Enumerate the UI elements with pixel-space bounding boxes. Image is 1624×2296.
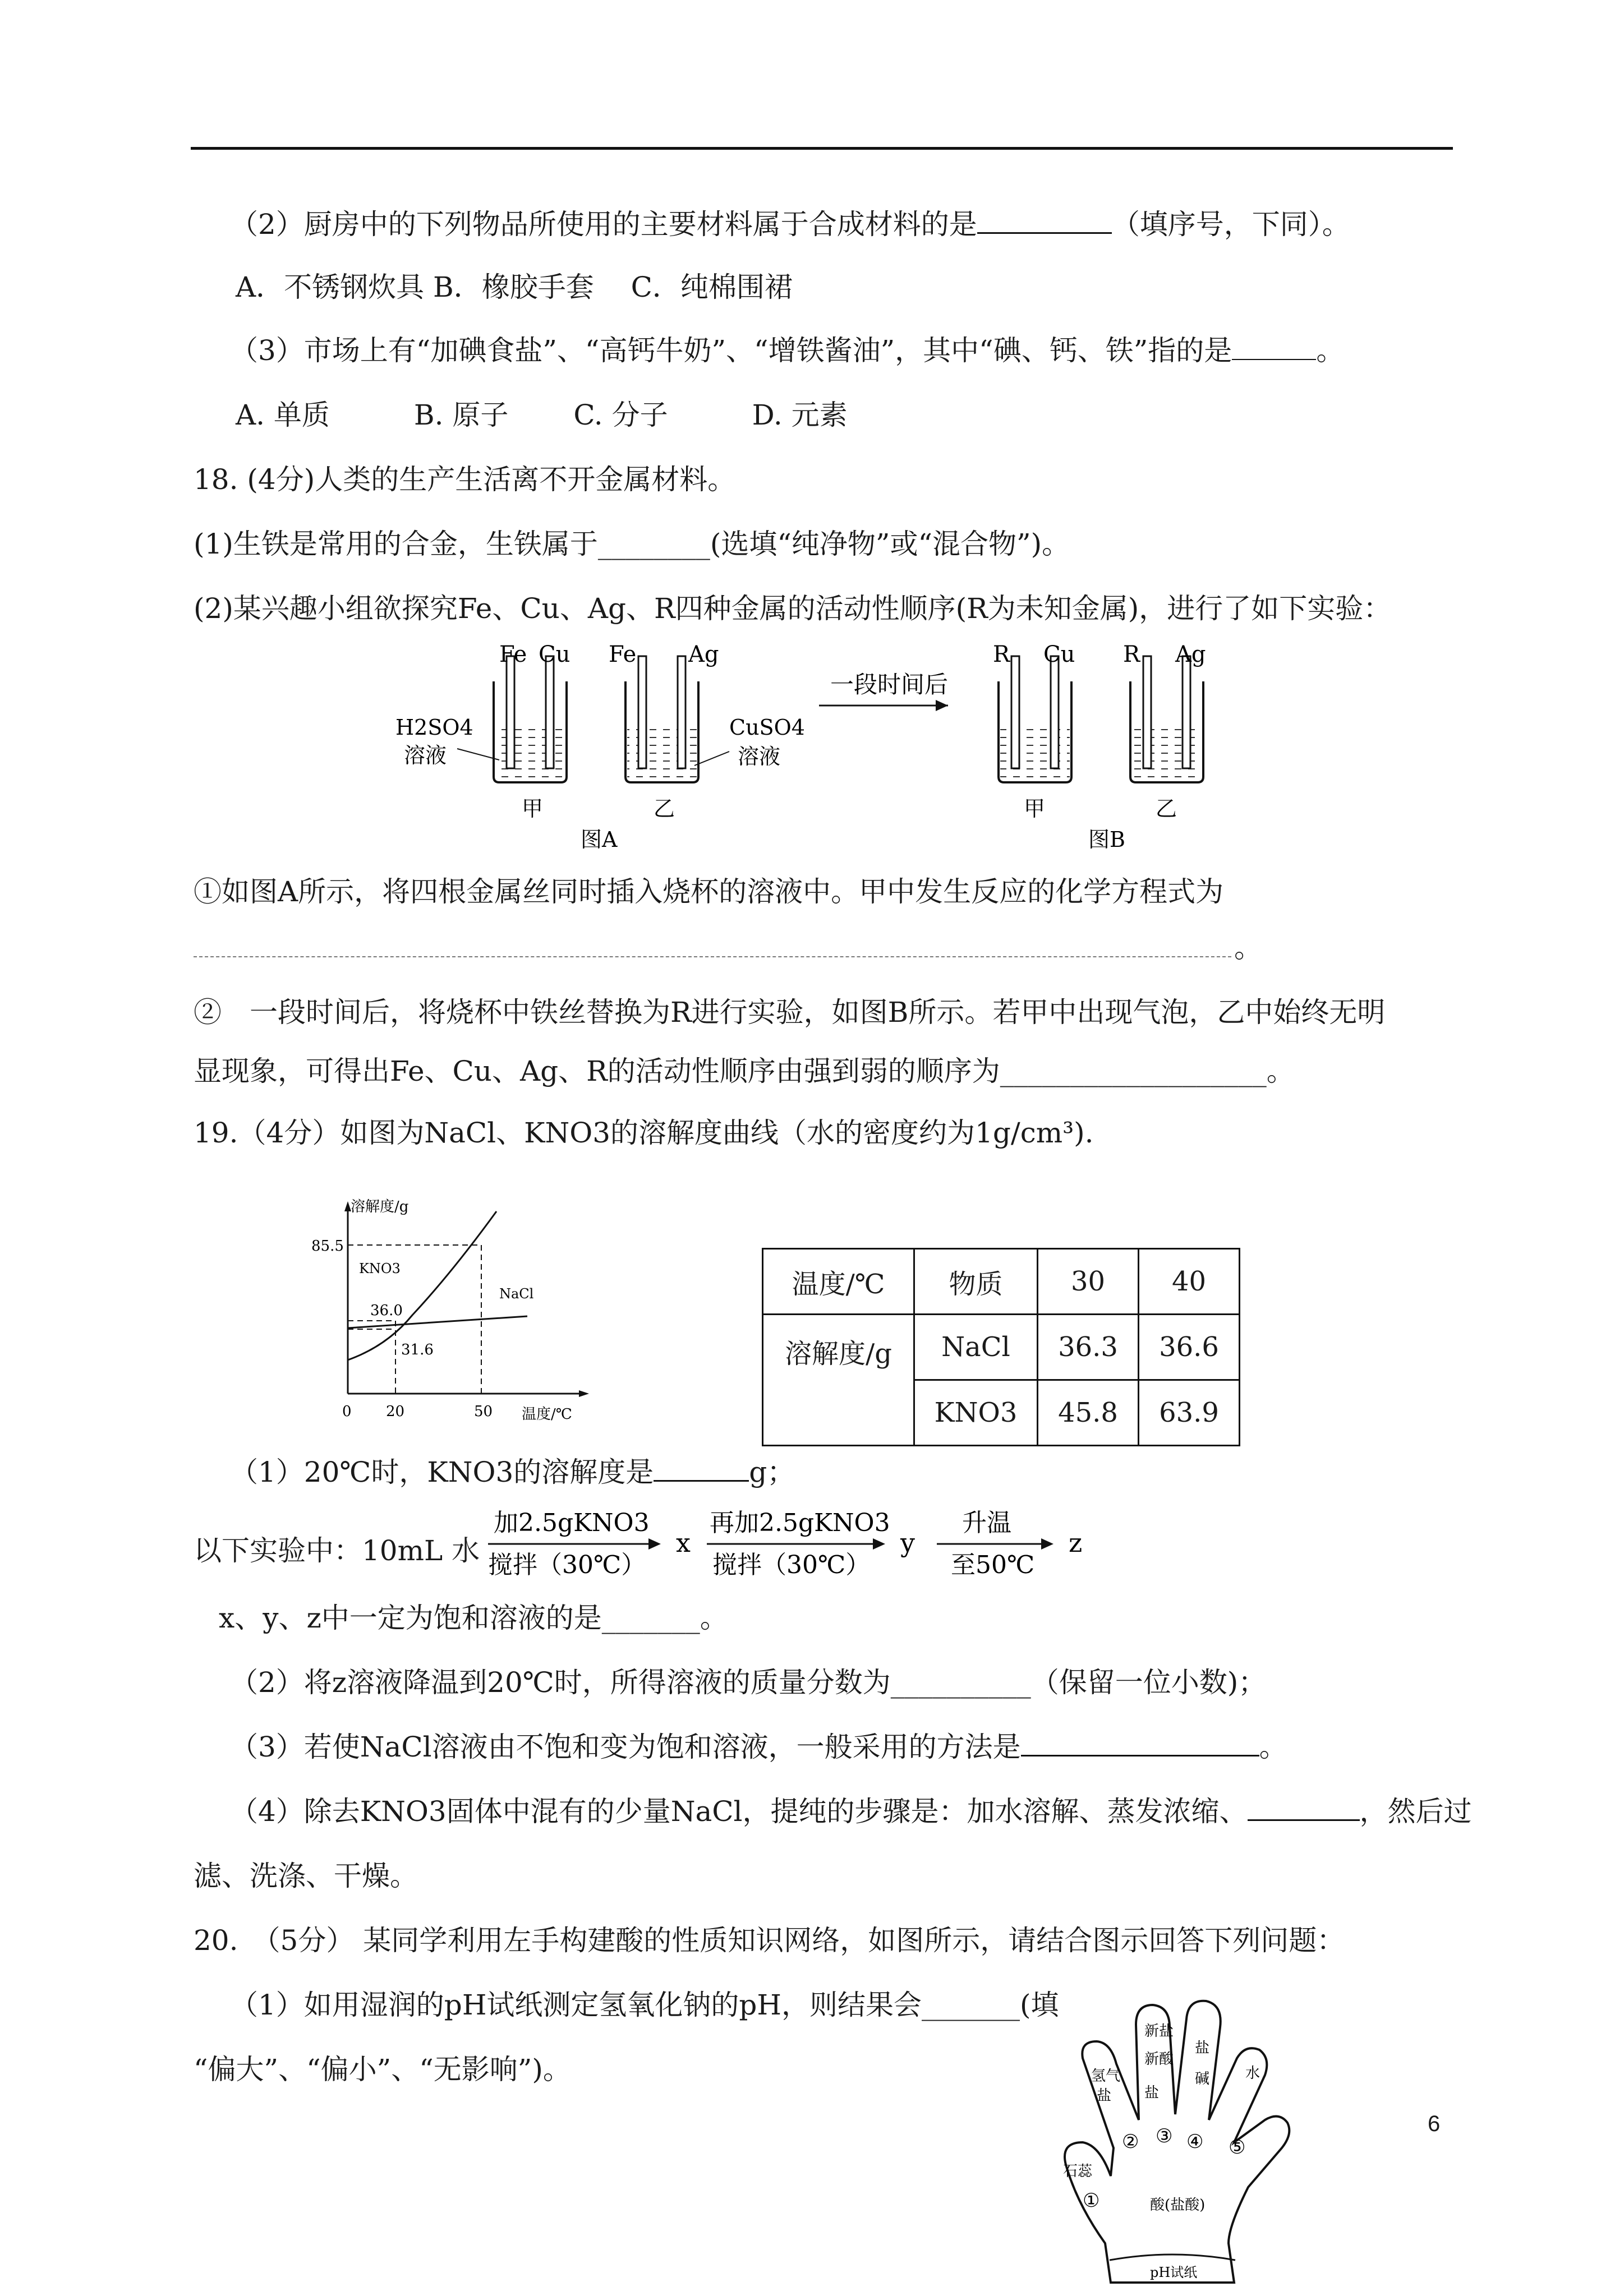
palm-label: 酸(盐酸) xyxy=(1150,2197,1206,2214)
q20-title: 20. （5分） 某同学利用左手构建酸的性质知识网络，如图所示，请结合图示回答下列问题： xyxy=(194,1924,1345,1957)
y-tick: 31.6 xyxy=(401,1341,434,1358)
solution-label: 溶液 xyxy=(404,743,447,768)
metal-label: Ag xyxy=(688,642,719,667)
label-y: y xyxy=(900,1528,915,1558)
metal-label: Fe xyxy=(499,642,527,667)
cell-kno3: KNO3 xyxy=(914,1380,1038,1446)
series-label: KNO3 xyxy=(359,1261,401,1276)
finger-label: 盐 xyxy=(1195,2040,1210,2057)
beaker-yi-b xyxy=(1123,642,1206,821)
page-number: 6 xyxy=(1428,2111,1441,2136)
arrow-label: 一段时间后 xyxy=(830,671,949,698)
experiment-prefix: 以下实验中：10mL 水 xyxy=(194,1534,480,1567)
finger-label: 碱 xyxy=(1195,2071,1210,2087)
y-tick: 36.0 xyxy=(370,1302,403,1319)
figure-b-caption: 图B xyxy=(1088,827,1125,852)
beaker-jia-label: 甲 xyxy=(1024,796,1046,821)
circled-number: ② xyxy=(1122,2131,1139,2153)
metal-label: R xyxy=(1123,642,1140,667)
x-tick: 0 xyxy=(342,1403,352,1420)
svg-text:加2.5gKNO3: 加2.5gKNO3 xyxy=(494,1509,650,1537)
beaker-yi-a xyxy=(609,642,805,821)
th-temp-40: 40 xyxy=(1139,1249,1240,1315)
svg-text:再加2.5gKNO3: 再加2.5gKNO3 xyxy=(710,1509,890,1537)
th-temperature: 温度/℃ xyxy=(763,1249,914,1315)
svg-text:至50℃: 至50℃ xyxy=(951,1551,1035,1579)
metal-activity-figure xyxy=(393,639,1268,852)
q17-part2-options: A．不锈钢炊具 B．橡胶手套 C．纯棉围裙 xyxy=(236,271,793,303)
answer-line[interactable] xyxy=(194,956,1231,957)
cell-nacl-40: 36.6 xyxy=(1139,1315,1240,1380)
arrow-step3 xyxy=(937,1509,1053,1579)
q20-part1: （1）如用湿润的pH试纸测定氢氧化钠的pH，则结果会_______(填 xyxy=(230,1989,1059,2021)
svg-text:搅拌（30℃）: 搅拌（30℃） xyxy=(488,1551,646,1579)
q19-part1b: x、y、z中一定为饱和溶液的是_______。 xyxy=(219,1602,728,1634)
solubility-table xyxy=(762,1248,1240,1446)
answer-blank[interactable] xyxy=(977,209,1112,234)
header-rule xyxy=(191,147,1453,150)
finger-label: 水 xyxy=(1245,2065,1260,2082)
cell-nacl: NaCl xyxy=(914,1315,1038,1380)
circled-number: ③ xyxy=(1156,2125,1173,2147)
q19-part3: （3）若使NaCl溶液由不饱和变为饱和溶液，一般采用的方法是 。 xyxy=(230,1731,1287,1763)
circled-number: ④ xyxy=(1186,2131,1204,2153)
x-tick: 20 xyxy=(386,1403,405,1420)
q19-part2: （2）将z溶液降温到20℃时，所得溶液的质量分数为__________（保留一位小数)； xyxy=(230,1666,1267,1699)
arrow-step2 xyxy=(707,1509,890,1579)
beaker-yi-label: 乙 xyxy=(1156,796,1177,821)
finger-label: 盐 xyxy=(1097,2087,1112,2104)
metal-label: Cu xyxy=(539,642,571,667)
q17-part3: （3）市场上有“加碘食盐”、“高钙牛奶”、“增铁酱油”，其中“碘、钙、铁”指的是 。 xyxy=(230,334,1345,367)
beaker-jia-b xyxy=(993,642,1075,821)
series-label: NaCl xyxy=(499,1286,534,1302)
experiment-arrows xyxy=(482,1506,1111,1590)
svg-text:升温: 升温 xyxy=(962,1509,1011,1537)
circled-number: ⑤ xyxy=(1229,2136,1246,2159)
cell-kno3-30: 45.8 xyxy=(1038,1380,1139,1446)
answer-blank[interactable] xyxy=(654,1456,749,1482)
q18-step1: ①如图A所示，将四根金属丝同时插入烧杯的溶液中。甲中发生反应的化学方程式为 xyxy=(194,875,1224,908)
y-axis-label: 溶解度/g xyxy=(351,1198,409,1215)
q17-part3-options: A. 单质 B. 原子 C. 分子 D. 元素 xyxy=(236,399,848,431)
q18-part1: (1)生铁是常用的合金，生铁属于________(选填“纯净物”或“混合物”)。 xyxy=(194,528,1070,560)
answer-blank[interactable] xyxy=(1232,335,1316,360)
finger-label: 氢气 xyxy=(1091,2068,1121,2085)
finger-label: 新盐 xyxy=(1144,2023,1174,2040)
cell-nacl-30: 36.3 xyxy=(1038,1315,1139,1380)
finger-label: 新酸 xyxy=(1144,2051,1174,2068)
figure-a-caption: 图A xyxy=(581,827,618,852)
q19-part4-cont: 滤、洗涤、干燥。 xyxy=(194,1860,418,1892)
beaker-jia-a xyxy=(395,642,570,821)
label-x: x xyxy=(676,1528,691,1558)
beaker-yi-label: 乙 xyxy=(654,796,675,821)
thumb-label: 石蕊 xyxy=(1063,2163,1093,2180)
circled-number: ① xyxy=(1083,2189,1100,2212)
solution-formula: CuSO4 xyxy=(729,715,805,740)
q18-step2: ② 一段时间后，将烧杯中铁丝替换为R进行实验，如图B所示。若甲中出现气泡，乙中始终无明 xyxy=(194,996,1386,1029)
th-temp-30: 30 xyxy=(1038,1249,1139,1315)
q19-part1: （1）20℃时，KNO3的溶解度是 g； xyxy=(230,1456,795,1488)
metal-label: Fe xyxy=(609,642,637,667)
q18-step1-end: 。 xyxy=(1234,932,1262,964)
y-tick: 85.5 xyxy=(311,1238,344,1255)
solution-label: 溶液 xyxy=(738,744,781,769)
row-label: 溶解度/g xyxy=(763,1315,914,1446)
q19-title: 19.（4分）如图为NaCl、KNO3的溶解度曲线（水的密度约为1g/cm³). xyxy=(194,1117,1094,1149)
arrow-step1 xyxy=(488,1509,661,1579)
cell-kno3-40: 63.9 xyxy=(1139,1380,1240,1446)
metal-label: Ag xyxy=(1175,642,1206,667)
th-substance: 物质 xyxy=(914,1249,1038,1315)
q19-part4: （4）除去KNO3固体中混有的少量NaCl，提纯的步骤是：加水溶解、蒸发浓缩、 ，然后过 xyxy=(230,1795,1472,1828)
x-axis-label: 温度/℃ xyxy=(522,1406,572,1423)
x-tick: 50 xyxy=(474,1403,493,1420)
label-z: z xyxy=(1069,1528,1083,1558)
kno3-curve xyxy=(348,1211,496,1360)
metal-label: Cu xyxy=(1043,642,1075,667)
solution-formula: H2SO4 xyxy=(395,715,473,740)
answer-blank[interactable] xyxy=(1248,1796,1360,1821)
q18-part2: (2)某兴趣小组欲探究Fe、Cu、Ag、R四种金属的活动性顺序(R为未知金属)，进行了如下实验： xyxy=(194,592,1392,625)
q18-step2-cont: 显现象，可得出Fe、Cu、Ag、R的活动性顺序由强到弱的顺序为___________________。 xyxy=(194,1055,1295,1087)
beaker-jia-label: 甲 xyxy=(522,796,544,821)
hand-diagram xyxy=(1043,1980,1313,2294)
finger-label: 盐 xyxy=(1144,2085,1160,2101)
time-arrow xyxy=(819,671,948,711)
solubility-graph xyxy=(303,1195,606,1430)
wrist-label: pH试纸 xyxy=(1150,2265,1198,2280)
q18-title: 18. (4分)人类的生产生活离不开金属材料。 xyxy=(194,463,736,496)
metal-label: R xyxy=(993,642,1010,667)
q17-part2: （2）厨房中的下列物品所使用的主要材料属于合成材料的是 （填序号，下同）。 xyxy=(230,208,1350,241)
svg-text:搅拌（30℃）: 搅拌（30℃） xyxy=(712,1551,871,1579)
answer-blank[interactable] xyxy=(1021,1731,1259,1756)
q20-part1-cont: “偏大”、“偏小”、“无影响”)。 xyxy=(194,2053,571,2086)
